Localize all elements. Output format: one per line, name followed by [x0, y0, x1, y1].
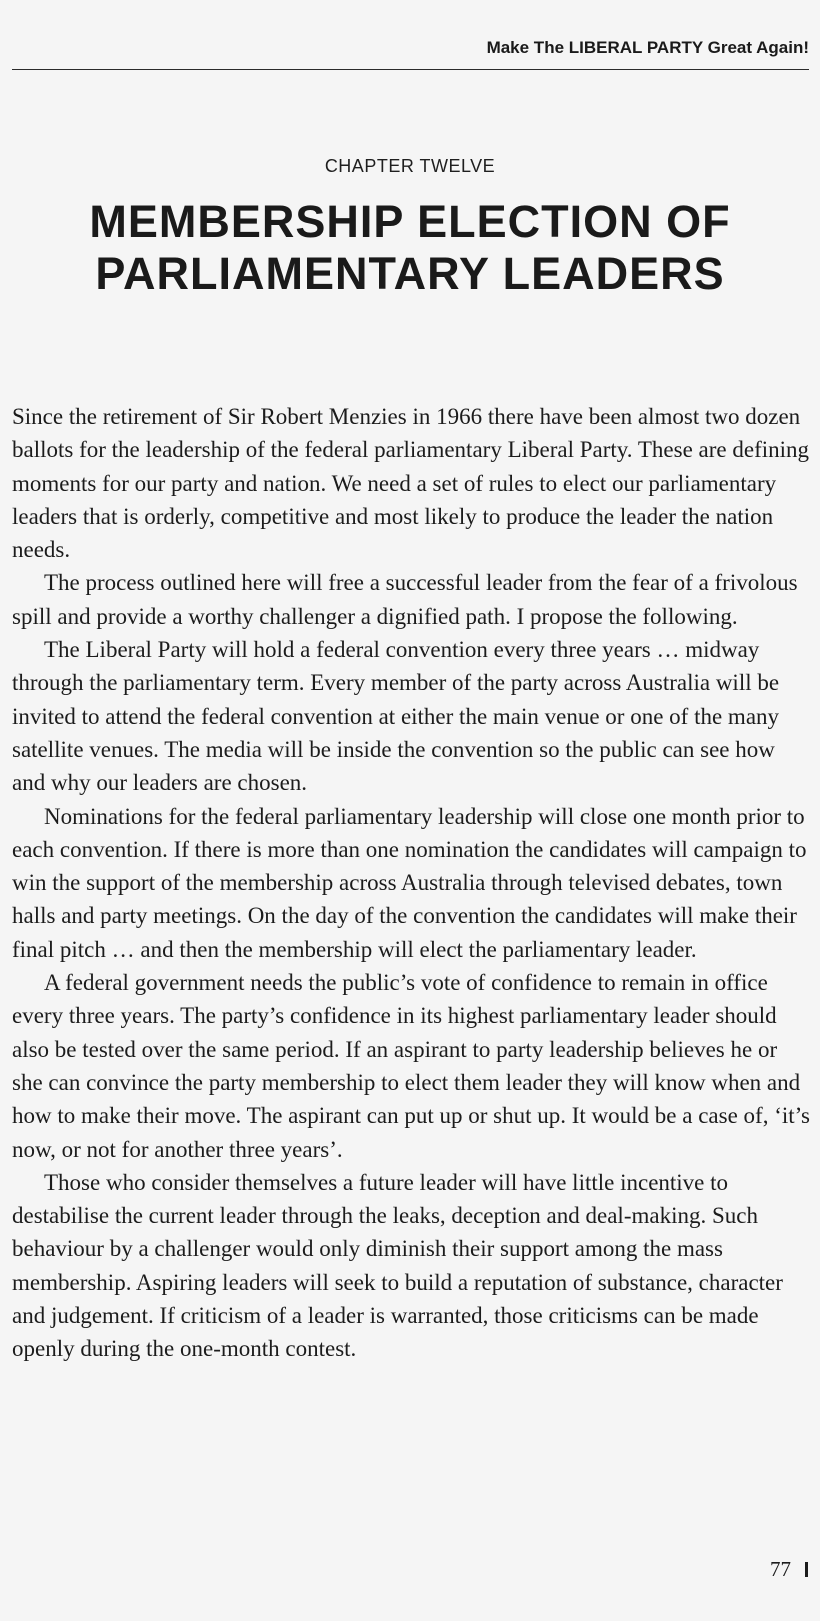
page-folio [770, 1557, 808, 1582]
paragraph: A federal government needs the public’s vote of confidence to remain in office every three years. The party’s confidence in its highest parliamentary leader should also be tested over the same period. If an aspirant to party leadership believes he or she can convince the party membership to elect them leader they will know when and how to make their move. The aspirant can put up or shut up. It would be a case of, ‘it’s now, or not for another three years’. [12, 970, 810, 1162]
running-header [12, 0, 809, 70]
paragraph: Since the retirement of Sir Robert Menzies in 1966 there have been almost two dozen ballots for the leadership of the federal parliamentary Liberal Party. These are defining moments for our party and nation. We need a set of rules to elect our parliamentary leaders that is orderly, competitive and most likely to produce the leader the nation needs. [12, 404, 810, 563]
paragraph: The Liberal Party will hold a federal convention every three years … midway through the parliamentary term. Every member of the party across Australia will be invited to attend the federal convention at either the main venue or one of the many satellite venues. The media will be inside the convention so the public can see how and why our leaders are chosen. [12, 637, 780, 796]
chapter-title [0, 196, 820, 300]
folio-bar [805, 1562, 808, 1577]
paragraph: The process outlined here will free a successful leader from the fear of a frivolous spill and provide a worthy challenger a dignified path. I propose the following. [12, 570, 798, 629]
chapter-label: CHAPTER TWELVE [324, 156, 496, 176]
paragraph: Nominations for the federal parliamentary leadership will close one month prior to each convention. If there is more than one nomination the candidates will campaign to win the support of the membership across Australia through televised debates, town halls and party meetings. On the day of the convention the candidates will make their final pitch … and then the membership will elect the parliamentary leader. [12, 803, 807, 962]
page-number: 77 [770, 1557, 791, 1581]
chapter-title-line-1: MEMBERSHIP ELECTION OF [89, 196, 731, 247]
chapter-title-line-2: PARLIAMENTARY LEADERS [95, 248, 725, 299]
body-text [12, 400, 812, 1366]
paragraph: Those who consider themselves a future leader will have little incentive to destabilise the current leader through the leaks, deception and deal-making. Such behaviour by a challenger would only diminish their support among the mass membership. Aspiring leaders will seek to build a reputation of substance, character and judgement. If criticism of a leader is warranted, those criticisms can be made openly during the one-month contest. [12, 1169, 783, 1362]
running-header-title: Make The LIBERAL PARTY Great Again! [486, 38, 809, 57]
